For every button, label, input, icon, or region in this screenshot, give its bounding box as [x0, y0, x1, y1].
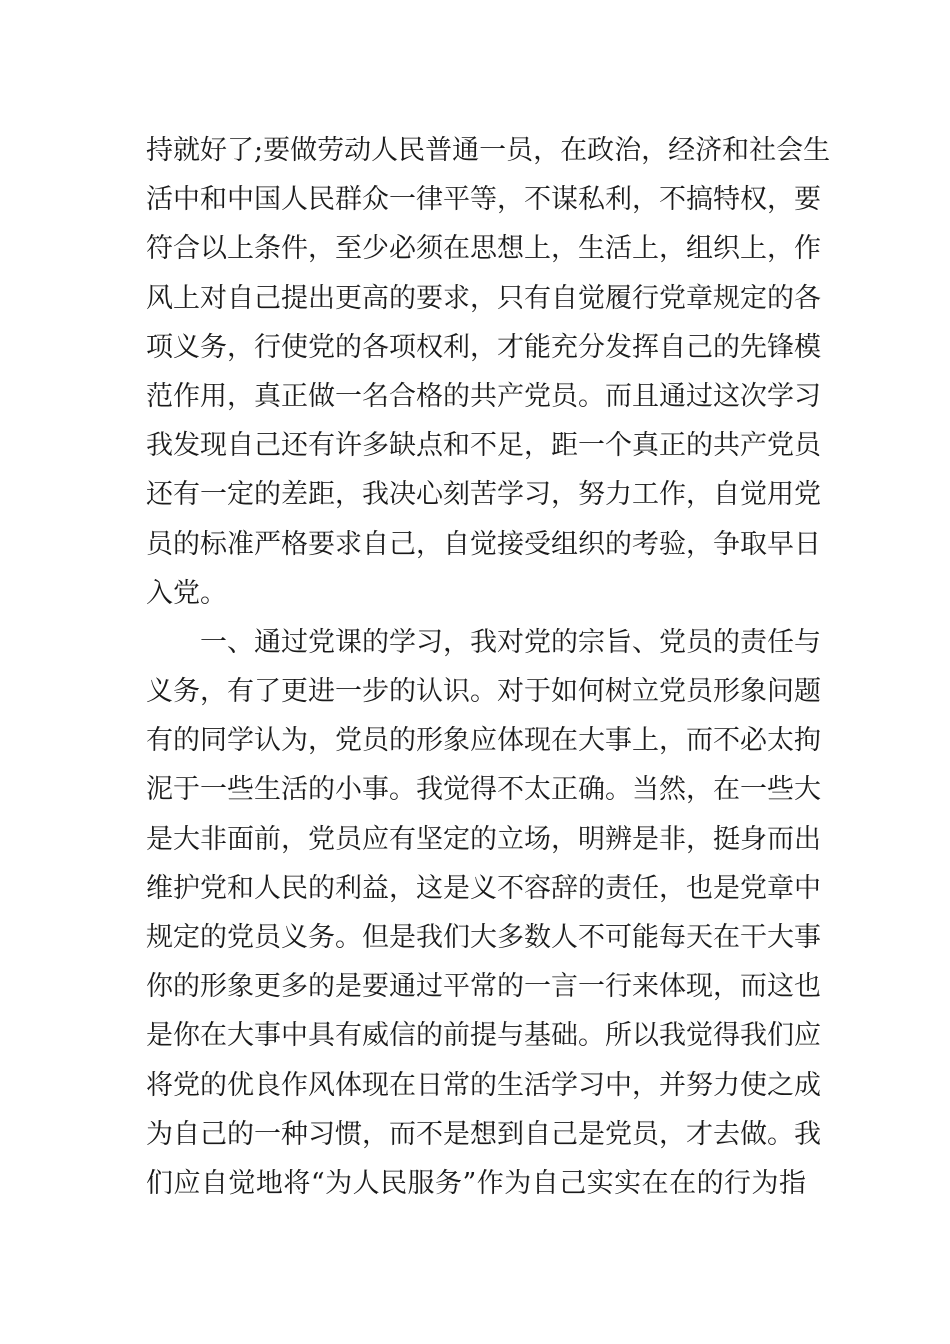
text-line: 维护党和人民的利益，这是义不容辞的责任，也是党章中	[146, 872, 821, 904]
paragraph-end-line: 入党。	[146, 577, 227, 609]
text-line: 符合以上条件，至少必须在思想上，生活上，组织上，作	[146, 233, 821, 265]
text-line: 我发现自己还有许多缺点和不足，距一个真正的共产党员	[146, 430, 821, 462]
text-line: 为自己的一种习惯，而不是想到自己是党员，才去做。我	[146, 1118, 821, 1150]
text-line: 规定的党员义务。但是我们大多数人不可能每天在干大事	[146, 922, 821, 953]
text-line: 你的形象更多的是要通过平常的一言一行来体现，而这也	[146, 971, 821, 1003]
text-line: 项义务，行使党的各项权利，才能充分发挥自己的先锋模	[146, 331, 821, 363]
text-line: 有的同学认为，党员的形象应体现在大事上，而不必太拘	[146, 725, 821, 757]
text-line: 们应自觉地将“为人民服务”作为自己实实在在的行为指	[146, 1167, 806, 1199]
text-line: 范作用，真正做一名合格的共产党员。而且通过这次学习	[146, 380, 821, 412]
text-line: 是大非面前，党员应有坚定的立场，明辨是非，挺身而出	[146, 823, 821, 855]
text-line: 泥于一些生活的小事。我觉得不太正确。当然，在一些大	[146, 774, 821, 806]
text-line: 是你在大事中具有威信的前提与基础。所以我觉得我们应	[146, 1020, 821, 1052]
paragraph-first-line: 一、通过党课的学习，我对党的宗旨、党员的责任与	[200, 626, 821, 658]
text-line: 义务，有了更进一步的认识。对于如何树立党员形象问题	[146, 676, 821, 708]
text-line: 将党的优良作风体现在日常的生活学习中，并努力使之成	[146, 1069, 821, 1101]
text-line: 还有一定的差距，我决心刻苦学习，努力工作，自觉用党	[146, 479, 821, 511]
text-line: 持就好了;要做劳动人民普通一员，在政治，经济和社会生	[146, 135, 831, 166]
text-line: 员的标准严格要求自己，自觉接受组织的考验，争取早日	[146, 528, 821, 560]
text-line: 活中和中国人民群众一律平等，不谋私利，不搞特权，要	[146, 184, 821, 216]
body-text	[146, 126, 831, 1208]
text-line: 风上对自己提出更高的要求，只有自觉履行党章规定的各	[146, 282, 821, 314]
